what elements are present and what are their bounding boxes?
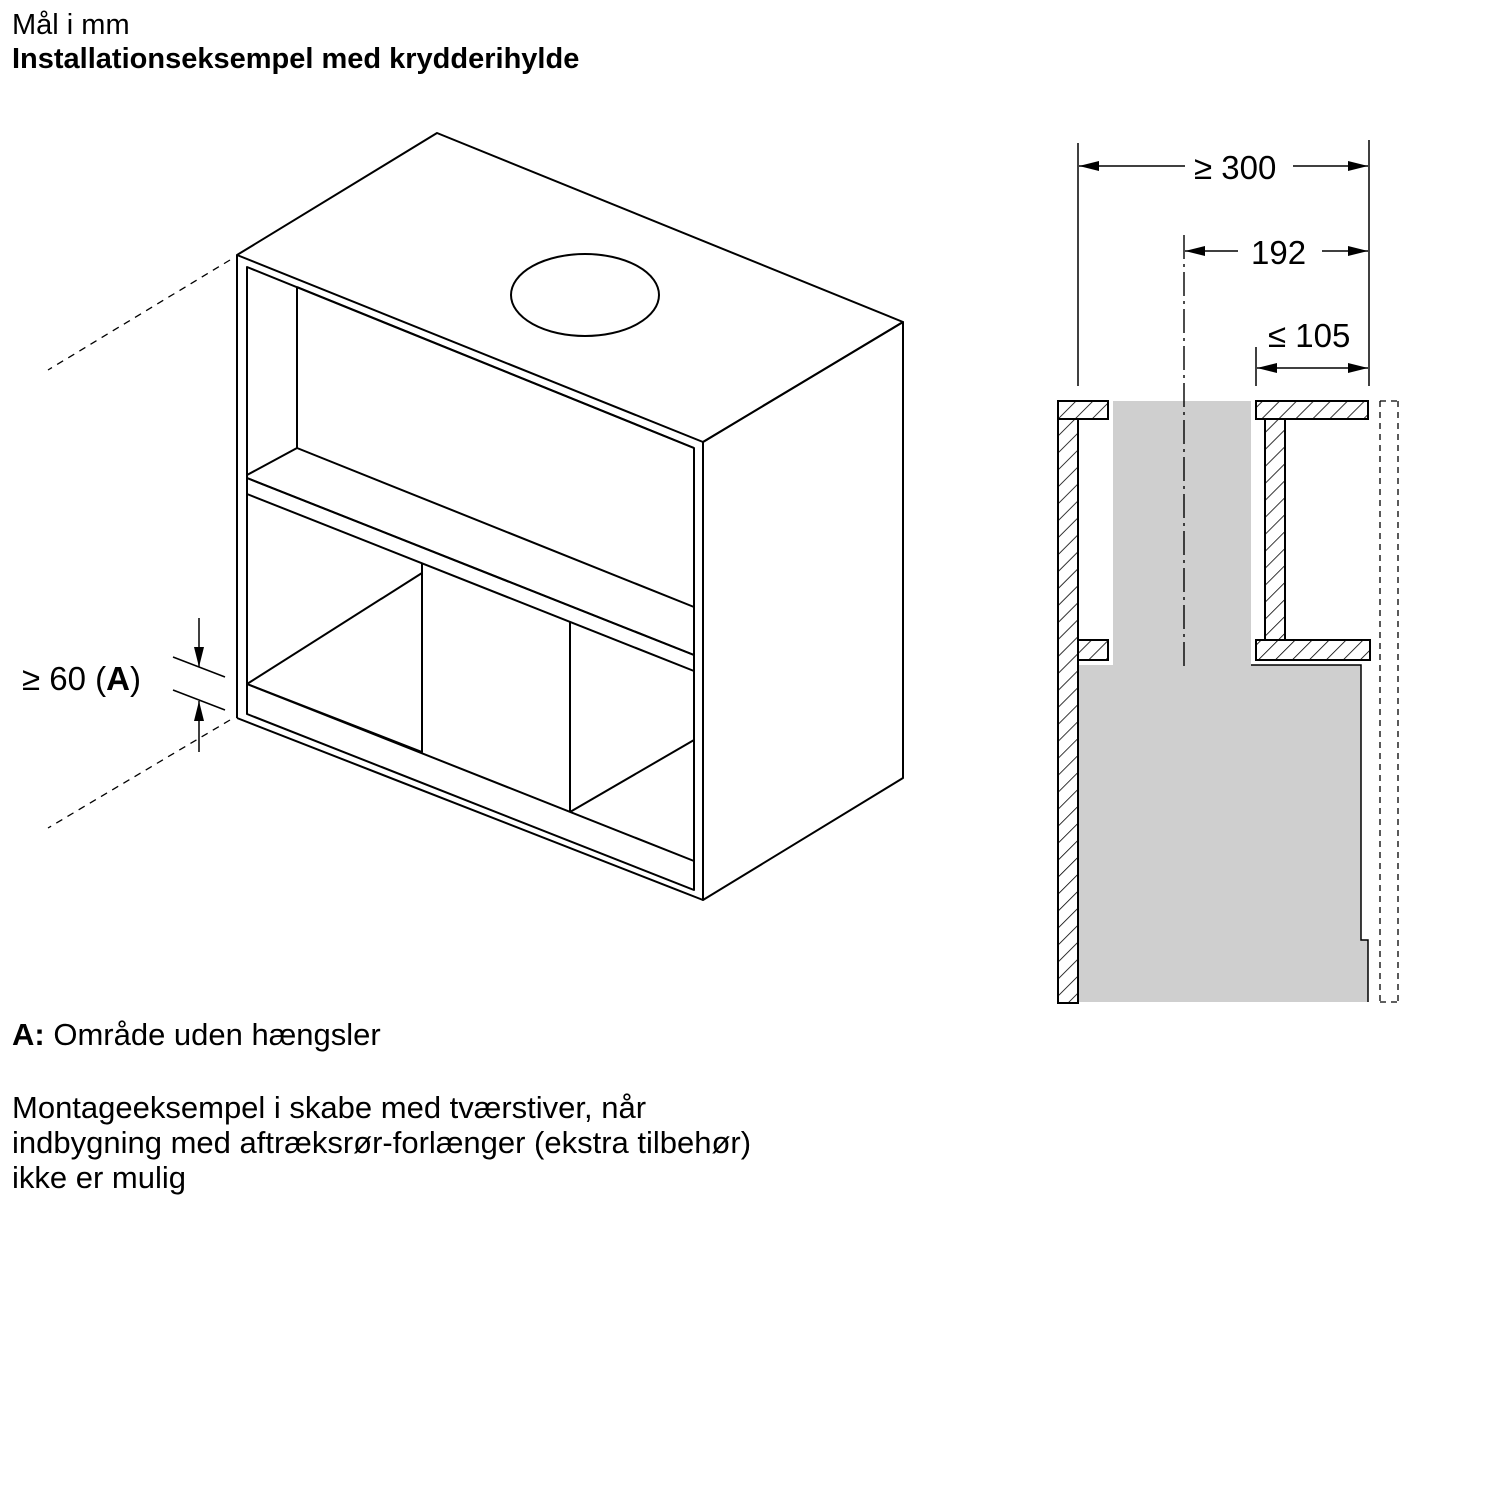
exhaust-cutout — [511, 254, 659, 336]
dim-center-label: 192 — [1251, 234, 1307, 271]
hinge-free-dimension — [173, 618, 225, 752]
cabinet-top — [237, 133, 903, 442]
door-outline — [1380, 401, 1398, 1002]
spice-shelf-top — [247, 448, 694, 655]
hinge-free-dimension-label — [22, 660, 141, 697]
wall-line-top — [48, 260, 230, 370]
divider-left-back — [247, 573, 422, 684]
cabinet-side-panel — [703, 322, 903, 900]
installation-note — [12, 1090, 912, 1195]
board-bottom-left — [1078, 640, 1108, 660]
dim-shelf-label: ≤ 105 — [1268, 317, 1351, 354]
units-label: Mål i mm — [12, 9, 130, 41]
page-title: Installationseksempel med krydderihylde — [12, 43, 580, 75]
dim-total-label: ≥ 300 — [1194, 149, 1277, 186]
dim-prefix: ≥ 60 ( — [22, 660, 107, 697]
section-view — [1058, 140, 1398, 1003]
legend-key: A: — [12, 1017, 45, 1052]
board-top-right — [1256, 401, 1368, 419]
board-top-left — [1058, 401, 1108, 419]
note-line: indbygning med aftræksrør-forlænger (ekstra tilbehør) — [12, 1125, 752, 1160]
board-side-wall — [1058, 419, 1078, 1003]
legend-text: Område uden hængsler — [44, 1017, 381, 1052]
divider-right-back — [570, 740, 694, 812]
front-frame-inner — [247, 267, 694, 890]
spice-shelf-underside — [247, 494, 694, 671]
cabinet-isometric — [48, 133, 903, 900]
note-line: Montageeksempel i skabe med tværstiver, når — [12, 1090, 647, 1125]
wall-line-bottom — [48, 720, 230, 828]
dim-key: A — [106, 660, 130, 697]
spice-shelf-front — [247, 478, 694, 655]
legend — [12, 1017, 381, 1053]
front-bottom-edge — [237, 718, 703, 900]
note-line: ikke er mulig — [12, 1160, 186, 1195]
board-right-vertical — [1265, 419, 1285, 640]
dim-suffix: ) — [130, 660, 141, 697]
hood-body — [1078, 401, 1368, 1002]
upper-back-top — [297, 287, 694, 448]
board-shelf-bottom — [1256, 640, 1370, 660]
